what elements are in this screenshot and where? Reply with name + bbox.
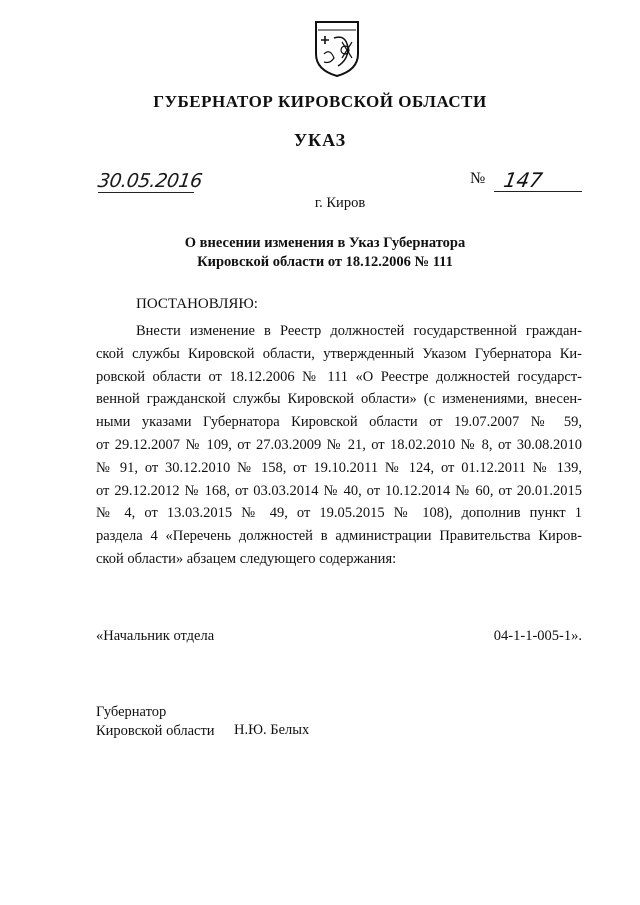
document-date <box>96 170 204 193</box>
body-line: ской службы Кировской области, утвержденный Указом Губернатора Ки- <box>96 345 582 362</box>
body-line: раздела 4 «Перечень должностей в администрации Правительства Киров- <box>96 528 582 545</box>
signatory-title-line-2: Кировской области <box>96 723 215 739</box>
document-number <box>470 170 582 192</box>
body-line: № 4, от 13.03.2015 № 49, от 19.05.2015 № 108), дополнив пункт 1 <box>96 505 582 522</box>
number-label: № <box>470 170 486 187</box>
issue-city: г. Киров <box>314 195 366 211</box>
position-title: «Начальник отдела <box>96 628 215 644</box>
signatory-name: Н.Ю. Белых <box>234 722 310 738</box>
body-line: от 29.12.2007 № 109, от 27.03.2009 № 21, от 18.02.2010 № 8, от 30.08.2010 <box>96 436 582 453</box>
body-line: ровской области от 18.12.2006 № 111 «О Реестре должностей государст- <box>96 368 582 385</box>
body-line: от 29.12.2012 № 168, от 03.03.2014 № 40, от 10.12.2014 № 60, от 20.01.2015 <box>96 482 582 499</box>
signatory-title <box>96 703 215 741</box>
document-number-value: 147 <box>501 168 545 192</box>
issuing-authority: ГУБЕРНАТОР КИРОВСКОЙ ОБЛАСТИ <box>153 92 487 111</box>
document-date-value: 30.05.2016 <box>96 170 204 192</box>
position-code: 04-1-1-005-1». <box>493 628 582 644</box>
body-line: № 91, от 30.12.2010 № 158, от 19.10.2011 № 124, от 01.12.2011 № 139, <box>96 459 582 476</box>
subject-line-1: О внесении изменения в Указ Губернатора <box>184 235 466 251</box>
signatory-title-line-1: Губернатор <box>96 704 167 720</box>
subject-line-2: Кировской области от 18.12.2006 № 111 <box>197 254 453 270</box>
decree-body <box>96 320 582 571</box>
decree-word: ПОСТАНОВЛЯЮ: <box>136 296 258 312</box>
document-type: УКАЗ <box>293 130 347 150</box>
body-line: Внести изменение в Реестр должностей государственной граждан- <box>136 323 582 339</box>
body-line: ской области» абзацем следующего содержания: <box>96 550 397 567</box>
position-entry <box>96 628 582 645</box>
document-subject <box>0 234 640 272</box>
number-underline <box>494 170 582 192</box>
body-line: венной гражданской службы Кировской области» (с изменениями, внесен- <box>96 391 582 408</box>
kirov-region-coat-of-arms-icon <box>312 18 362 78</box>
body-line: ными указами Губернатора Кировской области от 19.07.2007 № 59, <box>96 414 582 431</box>
